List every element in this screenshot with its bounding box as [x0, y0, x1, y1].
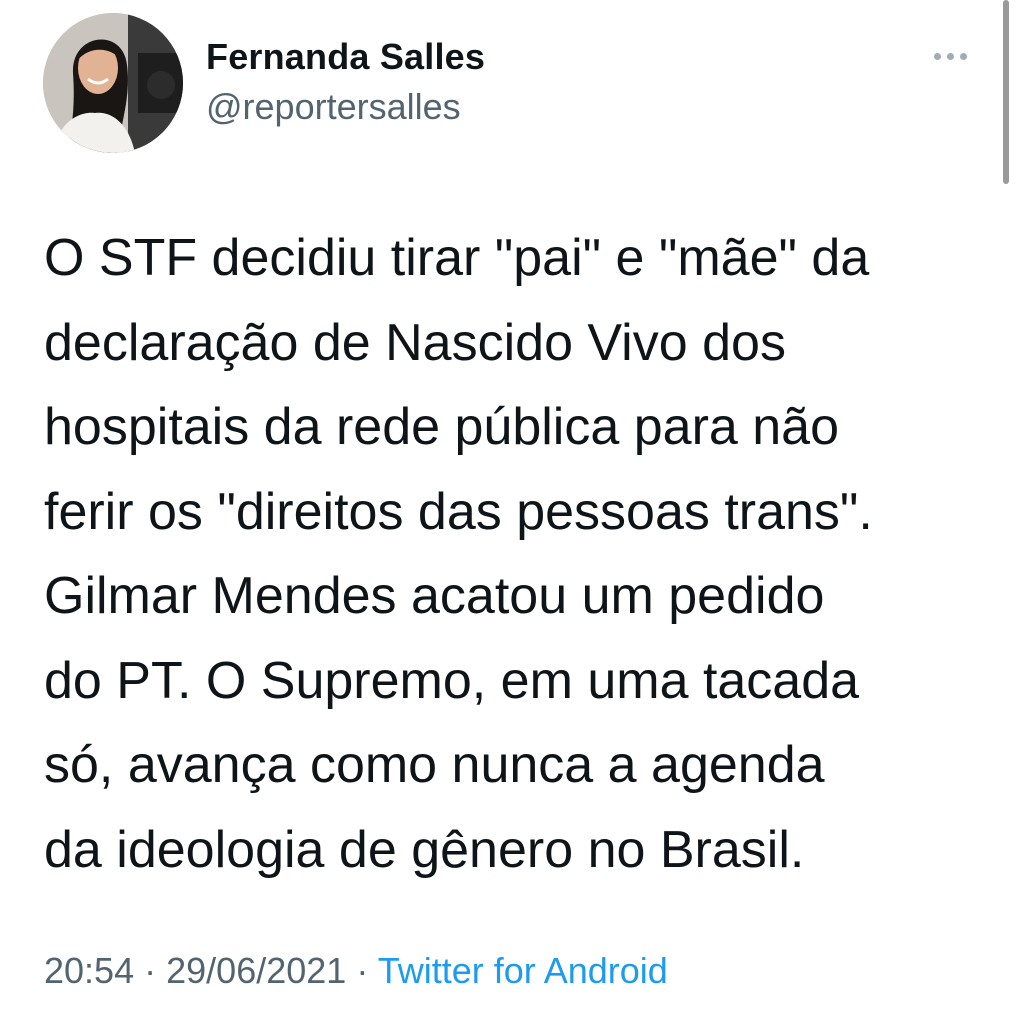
meta-separator: · [144, 950, 157, 991]
tweet-line: do PT. O Supremo, em uma tacada [44, 651, 860, 710]
tweet-date[interactable]: 29/06/2021 [166, 950, 347, 991]
author-handle[interactable]: @reportersalles [206, 86, 461, 127]
avatar[interactable] [43, 13, 183, 153]
more-horizontal-icon[interactable] [926, 44, 974, 68]
tweet-line: hospitais da rede pública para não [44, 398, 840, 456]
tweet-line: declaração de Nascido Vivo dos [44, 313, 786, 372]
tweet-time[interactable]: 20:54 [44, 950, 135, 991]
tweet-line: Gilmar Mendes acatou um pedido [44, 567, 825, 625]
meta-separator: · [356, 950, 369, 991]
tweet-line: O STF decidiu tirar "pai" e "mãe" da [44, 229, 870, 287]
tweet-source-link[interactable]: Twitter for Android [377, 950, 668, 991]
tweet-line: só, avança como nunca a agenda [44, 736, 825, 794]
tweet-text [44, 216, 984, 892]
dot [960, 53, 967, 60]
author-name[interactable]: Fernanda Salles [206, 36, 486, 77]
profile-photo [43, 13, 183, 153]
tweet-line: ferir os "direitos das pessoas trans". [44, 482, 873, 541]
scrollbar[interactable] [1003, 0, 1009, 184]
tweet-meta [44, 950, 668, 992]
dot [934, 53, 941, 60]
dot [947, 53, 954, 60]
tweet-line: da ideologia de gênero no Brasil. [44, 820, 805, 879]
